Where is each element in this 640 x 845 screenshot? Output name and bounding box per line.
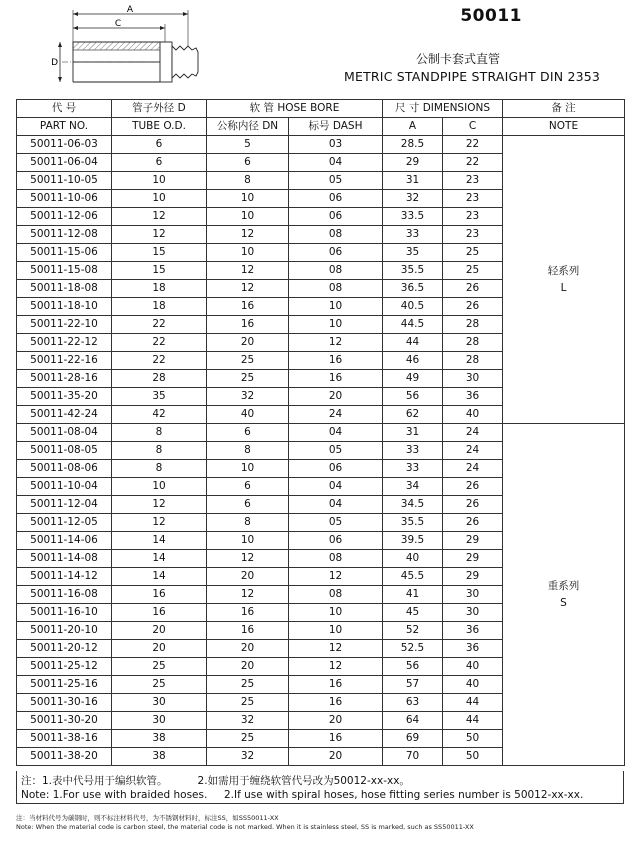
cell-tube-od: 12 bbox=[112, 496, 207, 514]
cell-dim-c: 26 bbox=[443, 478, 503, 496]
footer-note-english: Note: When the material code is carbon steel, the material code is not marked. When it is stainless steel, SS is marked, such as SS50011-XX bbox=[16, 823, 474, 831]
cell-part-no: 50011-28-16 bbox=[17, 370, 112, 388]
cell-hose-dn: 8 bbox=[207, 442, 289, 460]
cell-hose-dash: 04 bbox=[289, 496, 383, 514]
cell-dim-a: 35.5 bbox=[383, 262, 443, 280]
cell-hose-dn: 12 bbox=[207, 226, 289, 244]
cell-hose-dash: 08 bbox=[289, 262, 383, 280]
cell-hose-dn: 20 bbox=[207, 640, 289, 658]
note-group-light-en: L bbox=[560, 281, 567, 294]
cell-hose-dash: 03 bbox=[289, 136, 383, 154]
cell-dim-a: 36.5 bbox=[383, 280, 443, 298]
cell-part-no: 50011-35-20 bbox=[17, 388, 112, 406]
cell-dim-a: 44.5 bbox=[383, 316, 443, 334]
cell-part-no: 50011-10-05 bbox=[17, 172, 112, 190]
cell-dim-c: 26 bbox=[443, 280, 503, 298]
cell-dim-c: 40 bbox=[443, 658, 503, 676]
cell-hose-dn: 32 bbox=[207, 748, 289, 766]
cell-hose-dash: 16 bbox=[289, 352, 383, 370]
cell-tube-od: 14 bbox=[112, 550, 207, 568]
cell-dim-c: 23 bbox=[443, 172, 503, 190]
cell-dim-a: 62 bbox=[383, 406, 443, 424]
cell-tube-od: 22 bbox=[112, 352, 207, 370]
cell-dim-c: 23 bbox=[443, 226, 503, 244]
cell-dim-a: 33 bbox=[383, 442, 443, 460]
cell-dim-c: 29 bbox=[443, 532, 503, 550]
cell-part-no: 50011-16-08 bbox=[17, 586, 112, 604]
cell-tube-od: 16 bbox=[112, 586, 207, 604]
cell-part-no: 50011-18-10 bbox=[17, 298, 112, 316]
cell-hose-dn: 16 bbox=[207, 604, 289, 622]
cell-part-no: 50011-08-05 bbox=[17, 442, 112, 460]
cell-dim-c: 24 bbox=[443, 442, 503, 460]
cell-dim-a: 28.5 bbox=[383, 136, 443, 154]
col-head-dn: 公称内径 DN bbox=[207, 118, 289, 136]
header-row-2 bbox=[17, 118, 625, 136]
cell-hose-dash: 06 bbox=[289, 460, 383, 478]
cell-hose-dn: 5 bbox=[207, 136, 289, 154]
cell-dim-c: 26 bbox=[443, 298, 503, 316]
cell-dim-a: 35 bbox=[383, 244, 443, 262]
cell-dim-a: 31 bbox=[383, 172, 443, 190]
note-group-heavy-cn: 重系列 bbox=[547, 579, 580, 592]
cell-tube-od: 15 bbox=[112, 262, 207, 280]
cell-dim-c: 22 bbox=[443, 154, 503, 172]
cell-dim-a: 29 bbox=[383, 154, 443, 172]
spec-table bbox=[16, 99, 625, 766]
cell-dim-c: 22 bbox=[443, 136, 503, 154]
cell-part-no: 50011-06-03 bbox=[17, 136, 112, 154]
cell-tube-od: 25 bbox=[112, 658, 207, 676]
cell-dim-a: 52.5 bbox=[383, 640, 443, 658]
cell-hose-dash: 06 bbox=[289, 190, 383, 208]
cell-dim-c: 36 bbox=[443, 388, 503, 406]
cell-part-no: 50011-38-16 bbox=[17, 730, 112, 748]
cell-hose-dash: 12 bbox=[289, 334, 383, 352]
cell-part-no: 50011-20-12 bbox=[17, 640, 112, 658]
cell-dim-c: 30 bbox=[443, 370, 503, 388]
cell-dim-c: 44 bbox=[443, 694, 503, 712]
cell-dim-c: 30 bbox=[443, 604, 503, 622]
cell-hose-dn: 6 bbox=[207, 496, 289, 514]
cell-hose-dn: 32 bbox=[207, 712, 289, 730]
cell-hose-dn: 16 bbox=[207, 316, 289, 334]
cell-hose-dash: 20 bbox=[289, 748, 383, 766]
cell-tube-od: 10 bbox=[112, 190, 207, 208]
title-chinese: 公制卡套式直管 bbox=[416, 52, 501, 66]
cell-dim-c: 29 bbox=[443, 568, 503, 586]
dim-label-d: D bbox=[51, 58, 58, 68]
cell-part-no: 50011-10-04 bbox=[17, 478, 112, 496]
cell-dim-a: 40 bbox=[383, 550, 443, 568]
cell-hose-dn: 25 bbox=[207, 694, 289, 712]
col-head-tube-cn: 管子外径 D bbox=[112, 100, 207, 118]
cell-tube-od: 25 bbox=[112, 676, 207, 694]
cell-tube-od: 14 bbox=[112, 532, 207, 550]
cell-hose-dn: 6 bbox=[207, 478, 289, 496]
cell-hose-dash: 20 bbox=[289, 388, 383, 406]
cell-dim-a: 46 bbox=[383, 352, 443, 370]
cell-part-no: 50011-15-06 bbox=[17, 244, 112, 262]
cell-dim-a: 45 bbox=[383, 604, 443, 622]
cell-part-no: 50011-25-16 bbox=[17, 676, 112, 694]
cell-tube-od: 10 bbox=[112, 478, 207, 496]
cell-tube-od: 18 bbox=[112, 280, 207, 298]
cell-hose-dash: 05 bbox=[289, 514, 383, 532]
cell-dim-a: 32 bbox=[383, 190, 443, 208]
cell-part-no: 50011-38-20 bbox=[17, 748, 112, 766]
cell-dim-a: 40.5 bbox=[383, 298, 443, 316]
cell-hose-dash: 12 bbox=[289, 568, 383, 586]
cell-part-no: 50011-12-04 bbox=[17, 496, 112, 514]
cell-tube-od: 15 bbox=[112, 244, 207, 262]
cell-hose-dash: 08 bbox=[289, 550, 383, 568]
cell-tube-od: 8 bbox=[112, 424, 207, 442]
cell-dim-a: 35.5 bbox=[383, 514, 443, 532]
col-head-code-en: PART NO. bbox=[17, 118, 112, 136]
cell-hose-dn: 20 bbox=[207, 568, 289, 586]
cell-hose-dash: 16 bbox=[289, 730, 383, 748]
cell-dim-c: 50 bbox=[443, 730, 503, 748]
cell-dim-c: 25 bbox=[443, 244, 503, 262]
cell-part-no: 50011-30-20 bbox=[17, 712, 112, 730]
cell-dim-c: 40 bbox=[443, 676, 503, 694]
cell-tube-od: 22 bbox=[112, 334, 207, 352]
cell-hose-dash: 10 bbox=[289, 298, 383, 316]
title-english: METRIC STANDPIPE STRAIGHT DIN 2353 bbox=[344, 69, 601, 84]
note-line-chinese: 注：1.表中代号用于编织软管。 2.如需用于缠绕软管代号改为50012-xx-xx。 bbox=[21, 775, 410, 787]
cell-dim-c: 26 bbox=[443, 514, 503, 532]
cell-dim-a: 69 bbox=[383, 730, 443, 748]
cell-part-no: 50011-30-16 bbox=[17, 694, 112, 712]
cell-part-no: 50011-14-12 bbox=[17, 568, 112, 586]
cell-dim-a: 39.5 bbox=[383, 532, 443, 550]
cell-part-no: 50011-22-12 bbox=[17, 334, 112, 352]
cell-dim-a: 63 bbox=[383, 694, 443, 712]
cell-tube-od: 28 bbox=[112, 370, 207, 388]
cell-hose-dn: 6 bbox=[207, 154, 289, 172]
cell-dim-a: 31 bbox=[383, 424, 443, 442]
cell-hose-dn: 16 bbox=[207, 622, 289, 640]
cell-dim-c: 30 bbox=[443, 586, 503, 604]
cell-hose-dash: 05 bbox=[289, 442, 383, 460]
cell-hose-dash: 04 bbox=[289, 154, 383, 172]
cell-tube-od: 38 bbox=[112, 730, 207, 748]
cell-hose-dn: 40 bbox=[207, 406, 289, 424]
cell-dim-c: 28 bbox=[443, 316, 503, 334]
col-head-a: A bbox=[383, 118, 443, 136]
cell-dim-a: 41 bbox=[383, 586, 443, 604]
cell-dim-a: 49 bbox=[383, 370, 443, 388]
cell-part-no: 50011-06-04 bbox=[17, 154, 112, 172]
cell-hose-dash: 10 bbox=[289, 622, 383, 640]
cell-hose-dn: 20 bbox=[207, 658, 289, 676]
cell-hose-dash: 16 bbox=[289, 370, 383, 388]
cell-dim-c: 26 bbox=[443, 496, 503, 514]
col-head-code-cn: 代 号 bbox=[17, 100, 112, 118]
cell-dim-a: 56 bbox=[383, 388, 443, 406]
cell-dim-a: 33.5 bbox=[383, 208, 443, 226]
cell-part-no: 50011-22-16 bbox=[17, 352, 112, 370]
cell-dim-a: 34.5 bbox=[383, 496, 443, 514]
table-row bbox=[17, 136, 625, 154]
cell-hose-dash: 16 bbox=[289, 694, 383, 712]
cell-dim-a: 70 bbox=[383, 748, 443, 766]
cell-hose-dn: 6 bbox=[207, 424, 289, 442]
col-head-dimensions: 尺 寸 DIMENSIONS bbox=[383, 100, 503, 118]
header bbox=[0, 0, 640, 100]
cell-hose-dn: 20 bbox=[207, 334, 289, 352]
cell-hose-dn: 10 bbox=[207, 244, 289, 262]
cell-hose-dn: 10 bbox=[207, 460, 289, 478]
cell-dim-a: 44 bbox=[383, 334, 443, 352]
cell-dim-c: 36 bbox=[443, 622, 503, 640]
cell-hose-dash: 12 bbox=[289, 640, 383, 658]
cell-hose-dash: 08 bbox=[289, 586, 383, 604]
cell-hose-dash: 06 bbox=[289, 244, 383, 262]
cell-tube-od: 18 bbox=[112, 298, 207, 316]
cell-hose-dn: 12 bbox=[207, 586, 289, 604]
cell-hose-dash: 08 bbox=[289, 280, 383, 298]
cell-hose-dn: 10 bbox=[207, 208, 289, 226]
cell-dim-c: 24 bbox=[443, 424, 503, 442]
cell-dim-a: 33 bbox=[383, 460, 443, 478]
cell-tube-od: 8 bbox=[112, 460, 207, 478]
cell-dim-c: 50 bbox=[443, 748, 503, 766]
cell-hose-dn: 12 bbox=[207, 262, 289, 280]
col-head-tube-en: TUBE O.D. bbox=[112, 118, 207, 136]
cell-part-no: 50011-18-08 bbox=[17, 280, 112, 298]
cell-dim-a: 33 bbox=[383, 226, 443, 244]
cell-dim-c: 29 bbox=[443, 550, 503, 568]
cell-dim-a: 45.5 bbox=[383, 568, 443, 586]
cell-hose-dn: 25 bbox=[207, 370, 289, 388]
cell-hose-dash: 05 bbox=[289, 172, 383, 190]
table-body bbox=[17, 136, 625, 766]
cell-tube-od: 6 bbox=[112, 154, 207, 172]
cell-part-no: 50011-22-10 bbox=[17, 316, 112, 334]
cell-dim-c: 36 bbox=[443, 640, 503, 658]
cell-hose-dn: 25 bbox=[207, 730, 289, 748]
cell-part-no: 50011-16-10 bbox=[17, 604, 112, 622]
cell-hose-dn: 12 bbox=[207, 280, 289, 298]
cell-tube-od: 12 bbox=[112, 226, 207, 244]
cell-part-no: 50011-15-08 bbox=[17, 262, 112, 280]
cell-hose-dash: 24 bbox=[289, 406, 383, 424]
cell-hose-dn: 12 bbox=[207, 550, 289, 568]
cell-hose-dn: 10 bbox=[207, 532, 289, 550]
cell-dim-c: 23 bbox=[443, 190, 503, 208]
cell-tube-od: 20 bbox=[112, 622, 207, 640]
note-group-light-cn: 轻系列 bbox=[547, 264, 580, 277]
cell-dim-a: 57 bbox=[383, 676, 443, 694]
cell-dim-a: 34 bbox=[383, 478, 443, 496]
cell-part-no: 50011-12-05 bbox=[17, 514, 112, 532]
cell-hose-dash: 06 bbox=[289, 532, 383, 550]
cell-tube-od: 12 bbox=[112, 514, 207, 532]
cell-dim-c: 28 bbox=[443, 352, 503, 370]
cell-hose-dash: 20 bbox=[289, 712, 383, 730]
cell-dim-c: 40 bbox=[443, 406, 503, 424]
note-group-light bbox=[503, 136, 625, 424]
cell-dim-c: 25 bbox=[443, 262, 503, 280]
cell-tube-od: 8 bbox=[112, 442, 207, 460]
cell-dim-a: 64 bbox=[383, 712, 443, 730]
cell-tube-od: 14 bbox=[112, 568, 207, 586]
cell-part-no: 50011-10-06 bbox=[17, 190, 112, 208]
cell-tube-od: 16 bbox=[112, 604, 207, 622]
cell-hose-dn: 8 bbox=[207, 514, 289, 532]
cell-dim-c: 28 bbox=[443, 334, 503, 352]
cell-hose-dash: 10 bbox=[289, 604, 383, 622]
dim-label-c: C bbox=[114, 19, 122, 29]
col-head-note-en: NOTE bbox=[503, 118, 625, 136]
cell-tube-od: 30 bbox=[112, 694, 207, 712]
footer-note-chinese: 注：当材料代号为碳钢时，则不标注材料代号，为不锈钢材料时，标注SS，如SS50011-XX bbox=[16, 814, 279, 822]
note-group-heavy bbox=[503, 424, 625, 766]
cell-part-no: 50011-08-06 bbox=[17, 460, 112, 478]
note-group-heavy-en: S bbox=[560, 596, 567, 609]
col-head-note-cn: 备 注 bbox=[503, 100, 625, 118]
cell-dim-a: 56 bbox=[383, 658, 443, 676]
cell-part-no: 50011-12-08 bbox=[17, 226, 112, 244]
note-line-english: Note: 1.For use with braided hoses. 2.If use with spiral hoses, hose fitting series number is 50012-xx-xx. bbox=[21, 789, 584, 801]
dim-label-a: A bbox=[126, 5, 134, 15]
cell-part-no: 50011-14-08 bbox=[17, 550, 112, 568]
cell-tube-od: 10 bbox=[112, 172, 207, 190]
cell-part-no: 50011-42-24 bbox=[17, 406, 112, 424]
cell-hose-dash: 12 bbox=[289, 658, 383, 676]
cell-tube-od: 6 bbox=[112, 136, 207, 154]
cell-tube-od: 35 bbox=[112, 388, 207, 406]
col-head-dash: 标号 DASH bbox=[289, 118, 383, 136]
cell-tube-od: 20 bbox=[112, 640, 207, 658]
cell-hose-dash: 08 bbox=[289, 226, 383, 244]
cell-hose-dash: 06 bbox=[289, 208, 383, 226]
cell-hose-dn: 32 bbox=[207, 388, 289, 406]
cell-hose-dn: 10 bbox=[207, 190, 289, 208]
col-head-c: C bbox=[443, 118, 503, 136]
cell-hose-dn: 16 bbox=[207, 298, 289, 316]
cell-hose-dash: 04 bbox=[289, 478, 383, 496]
cell-dim-c: 44 bbox=[443, 712, 503, 730]
cell-tube-od: 42 bbox=[112, 406, 207, 424]
part-number-title: 50011 bbox=[460, 6, 522, 26]
notes-box bbox=[16, 771, 624, 804]
cell-part-no: 50011-25-12 bbox=[17, 658, 112, 676]
cell-hose-dash: 16 bbox=[289, 676, 383, 694]
header-row-1 bbox=[17, 100, 625, 118]
table-row bbox=[17, 424, 625, 442]
cell-tube-od: 38 bbox=[112, 748, 207, 766]
cell-part-no: 50011-14-06 bbox=[17, 532, 112, 550]
col-head-hose: 软 管 HOSE BORE bbox=[207, 100, 383, 118]
cell-tube-od: 22 bbox=[112, 316, 207, 334]
cell-part-no: 50011-12-06 bbox=[17, 208, 112, 226]
cell-hose-dash: 04 bbox=[289, 424, 383, 442]
cell-dim-c: 23 bbox=[443, 208, 503, 226]
cell-dim-a: 52 bbox=[383, 622, 443, 640]
cell-tube-od: 30 bbox=[112, 712, 207, 730]
cell-part-no: 50011-20-10 bbox=[17, 622, 112, 640]
cell-dim-c: 24 bbox=[443, 460, 503, 478]
cell-hose-dn: 8 bbox=[207, 172, 289, 190]
cell-hose-dn: 25 bbox=[207, 352, 289, 370]
cell-part-no: 50011-08-04 bbox=[17, 424, 112, 442]
fitting-drawing bbox=[40, 2, 210, 94]
cell-hose-dn: 25 bbox=[207, 676, 289, 694]
cell-tube-od: 12 bbox=[112, 208, 207, 226]
cell-hose-dash: 10 bbox=[289, 316, 383, 334]
